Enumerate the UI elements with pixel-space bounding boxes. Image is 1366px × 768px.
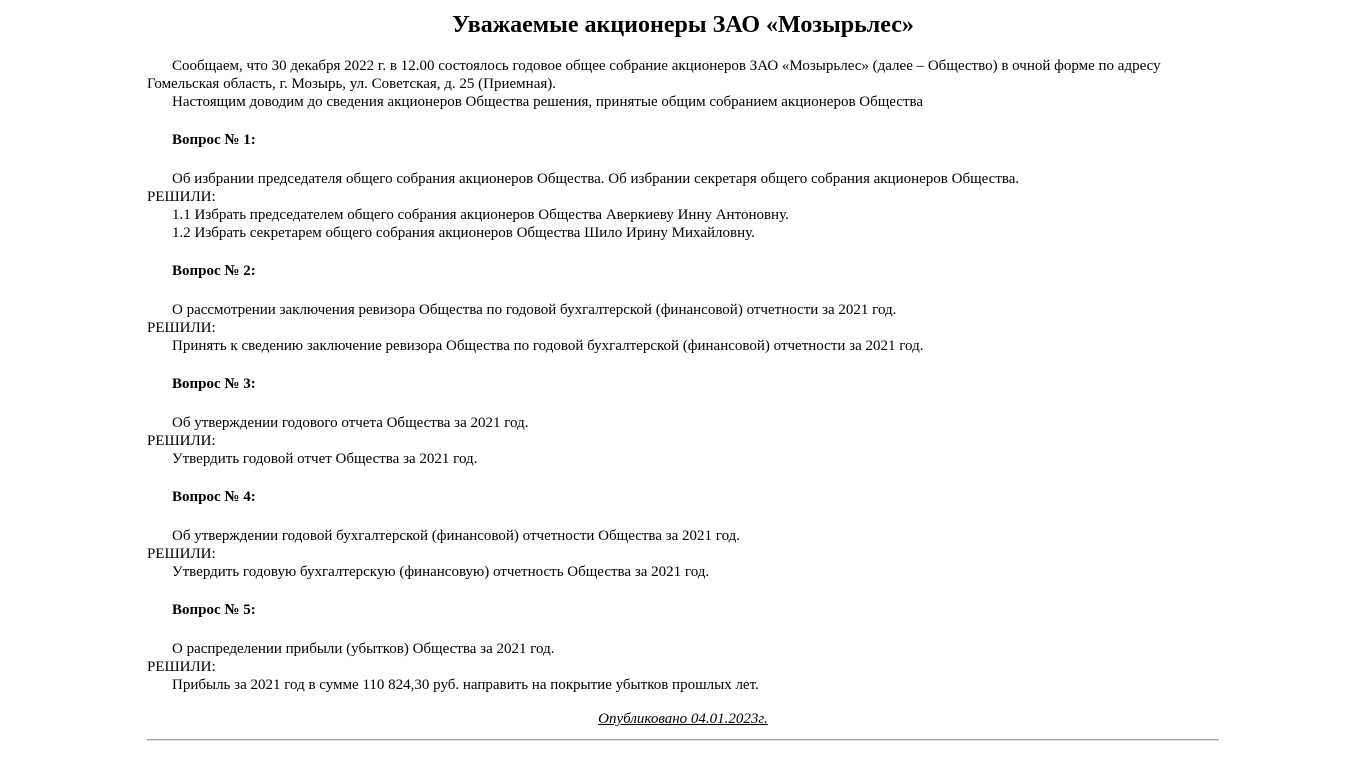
decision-item: Прибыль за 2021 год в сумме 110 824,30 руб. направить на покрытие убытков прошлых лет. <box>172 677 759 693</box>
question-heading: Вопрос № 1: <box>172 132 256 148</box>
horizontal-divider <box>147 739 1219 741</box>
decision-item: Утвердить годовую бухгалтерскую (финансовую) отчетность Общества за 2021 год. <box>172 564 710 580</box>
question-block-5 <box>147 601 1219 694</box>
question-block-3 <box>147 375 1219 468</box>
question-text: Об утверждении годовой бухгалтерской (финансовой) отчетности Общества за 2021 год. <box>172 528 741 544</box>
decision-item: 1.1 Избрать председателем общего собрания акционеров Общества Аверкиеву Инну Антоновну. <box>172 207 789 223</box>
decision-item: Принять к сведению заключение ревизора Общества по годовой бухгалтерской (финансовой) отчетности за 2021 год. <box>172 338 924 354</box>
question-text: Об избрании председателя общего собрания акционеров Общества. Об избрании секретаря общего собрания акционеров Общества. <box>172 171 1020 187</box>
question-heading: Вопрос № 5: <box>172 602 256 618</box>
question-block-4 <box>147 488 1219 581</box>
resheli-label: РЕШИЛИ: <box>147 546 216 562</box>
page-title: Уважаемые акционеры ЗАО «Мозырьлес» <box>452 12 914 38</box>
resheli-label: РЕШИЛИ: <box>147 189 216 205</box>
question-text: О рассмотрении заключения ревизора Общества по годовой бухгалтерской (финансовой) отчетности за 2021 год. <box>172 302 897 318</box>
question-block-2 <box>147 262 1219 355</box>
resheli-label: РЕШИЛИ: <box>147 320 216 336</box>
question-block-1 <box>147 131 1219 242</box>
question-text: О распределении прибыли (убытков) Общества за 2021 год. <box>172 641 555 657</box>
question-heading: Вопрос № 2: <box>172 263 256 279</box>
decision-item: Утвердить годовой отчет Общества за 2021 год. <box>172 451 478 467</box>
resheli-label: РЕШИЛИ: <box>147 659 216 675</box>
document-page <box>147 0 1219 741</box>
intro-paragraph-notice: Настоящим доводим до сведения акционеров Общества решения, принятые общим собранием акционеров Общества <box>172 94 924 110</box>
decision-item: 1.2 Избрать секретарем общего собрания акционеров Общества Шило Ирину Михайловну. <box>172 225 755 241</box>
question-heading: Вопрос № 4: <box>172 489 256 505</box>
intro-section <box>147 57 1219 111</box>
question-text: Об утверждении годового отчета Общества за 2021 год. <box>172 415 529 431</box>
published-date: Опубликовано 04.01.2023г. <box>598 711 768 727</box>
resheli-label: РЕШИЛИ: <box>147 433 216 449</box>
question-heading: Вопрос № 3: <box>172 376 256 392</box>
intro-paragraph: Сообщаем, что 30 декабря 2022 г. в 12.00 состоялось годовое общее собрание акционеров ЗАО «Мозырьлес» (далее – Общество) в очной форме по адресу Гомельская область, г. Мозырь, ул. Советская, д. 25 (Приемная). <box>147 58 1161 92</box>
